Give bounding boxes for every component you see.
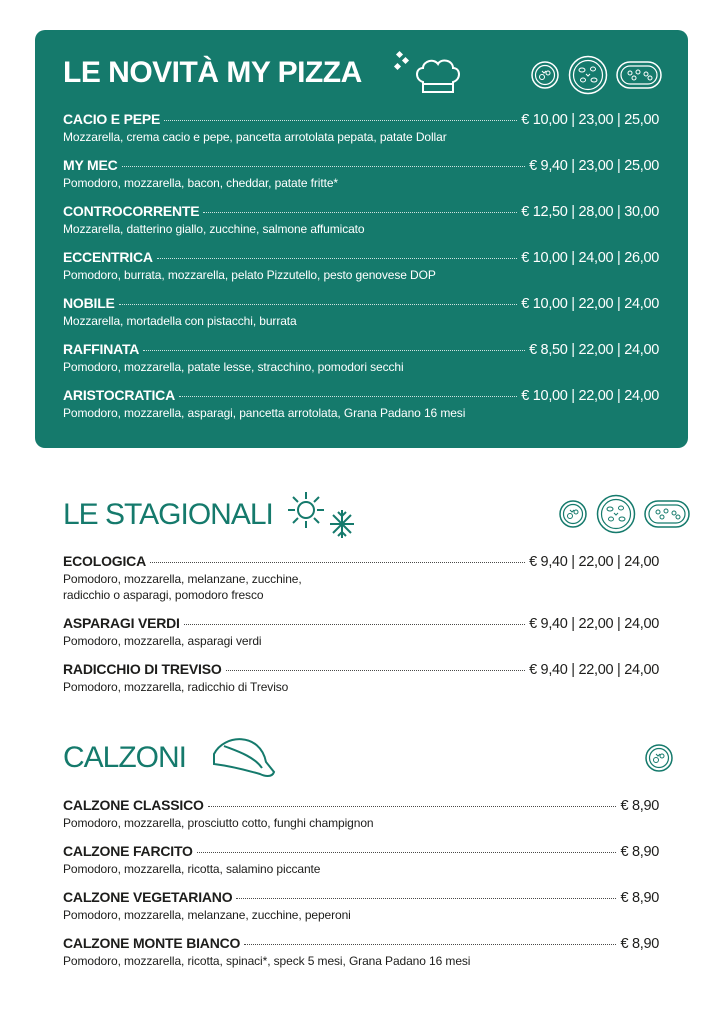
dot-leader bbox=[119, 304, 518, 305]
item-price: € 8,90 bbox=[620, 936, 659, 952]
item-price: € 8,90 bbox=[620, 844, 659, 860]
menu-item bbox=[63, 248, 659, 294]
menu-item bbox=[63, 294, 659, 340]
item-description: Mozzarella, crema cacio e pepe, pancetta arrotolata pepata, patate Dollar bbox=[63, 130, 447, 144]
item-name: CALZONE VEGETARIANO bbox=[63, 889, 233, 905]
item-description: Pomodoro, mozzarella, patate lesse, stracchino, pomodori secchi bbox=[63, 360, 404, 374]
item-description: Pomodoro, mozzarella, melanzane, zucchine, peperoni bbox=[63, 908, 351, 922]
dot-leader bbox=[157, 258, 518, 259]
item-price: € 9,40 | 22,00 | 24,00 bbox=[529, 616, 659, 632]
item-price: € 12,50 | 28,00 | 30,00 bbox=[521, 204, 659, 220]
item-description: Pomodoro, mozzarella, melanzane, zucchine, bbox=[63, 572, 302, 586]
item-name: CALZONE FARCITO bbox=[63, 843, 193, 859]
menu-item bbox=[63, 888, 659, 934]
item-description: Pomodoro, mozzarella, ricotta, salamino piccante bbox=[63, 862, 321, 876]
item-price: € 9,40 | 22,00 | 24,00 bbox=[529, 662, 659, 678]
section-title: CALZONI bbox=[63, 741, 187, 774]
item-description: Mozzarella, datterino giallo, zucchine, salmone affumicato bbox=[63, 222, 365, 236]
menu-item bbox=[63, 796, 659, 842]
dot-leader bbox=[236, 898, 616, 899]
item-name: ECOLOGICA bbox=[63, 553, 146, 569]
item-name: NOBILE bbox=[63, 295, 115, 311]
section-title: LE NOVITÀ MY PIZZA bbox=[63, 56, 362, 89]
pizza-tray-icon bbox=[644, 497, 690, 531]
dot-leader bbox=[179, 396, 517, 397]
item-price: € 9,40 | 22,00 | 24,00 bbox=[529, 554, 659, 570]
dot-leader bbox=[197, 852, 617, 853]
pizza-large-icon bbox=[568, 55, 608, 95]
menu-item bbox=[63, 842, 659, 888]
dot-leader bbox=[184, 624, 525, 625]
dot-leader bbox=[244, 944, 616, 945]
menu-item bbox=[63, 660, 659, 706]
item-name: ASPARAGI VERDI bbox=[63, 615, 180, 631]
pizza-small-icon bbox=[558, 499, 588, 529]
pizza-small-icon bbox=[530, 60, 560, 90]
menu-item bbox=[63, 614, 659, 660]
item-description: Mozzarella, mortadella con pistacchi, burrata bbox=[63, 314, 297, 328]
menu-item bbox=[63, 934, 659, 980]
item-description: Pomodoro, mozzarella, ricotta, spinaci*, speck 5 mesi, Grana Padano 16 mesi bbox=[63, 954, 471, 968]
menu-item bbox=[63, 340, 659, 386]
item-description: Pomodoro, mozzarella, radicchio di Treviso bbox=[63, 680, 289, 694]
item-name: RAFFINATA bbox=[63, 341, 140, 357]
dot-leader bbox=[203, 212, 517, 213]
item-name: CALZONE CLASSICO bbox=[63, 797, 204, 813]
item-description: Pomodoro, mozzarella, asparagi, pancetta arrotolata, Grana Padano 16 mesi bbox=[63, 406, 466, 420]
chef-hat-icon bbox=[393, 50, 463, 96]
pizza-tray-icon bbox=[616, 58, 662, 92]
item-name: RADICCHIO DI TREVISO bbox=[63, 661, 222, 677]
calzone-icon bbox=[210, 732, 278, 782]
item-price: € 8,90 bbox=[620, 798, 659, 814]
menu-item bbox=[63, 386, 659, 432]
item-name: CALZONE MONTE BIANCO bbox=[63, 935, 241, 951]
dot-leader bbox=[150, 562, 525, 563]
dot-leader bbox=[122, 166, 526, 167]
dot-leader bbox=[164, 120, 517, 121]
item-name: ECCENTRICA bbox=[63, 249, 153, 265]
pizza-large-icon bbox=[596, 494, 636, 534]
item-description: Pomodoro, mozzarella, asparagi verdi bbox=[63, 634, 262, 648]
item-description: Pomodoro, mozzarella, bacon, cheddar, patate fritte* bbox=[63, 176, 338, 190]
item-price: € 10,00 | 23,00 | 25,00 bbox=[521, 112, 659, 128]
novita-section bbox=[35, 30, 688, 448]
item-name: ARISTOCRATICA bbox=[63, 387, 175, 403]
menu-item bbox=[63, 202, 659, 248]
item-price: € 8,90 bbox=[620, 890, 659, 906]
sun-snowflake-icon bbox=[288, 490, 360, 540]
item-price: € 10,00 | 24,00 | 26,00 bbox=[521, 250, 659, 266]
menu-item bbox=[63, 156, 659, 202]
dot-leader bbox=[208, 806, 617, 807]
item-name: MY MEC bbox=[63, 157, 118, 173]
menu-list bbox=[63, 796, 659, 980]
item-price: € 9,40 | 23,00 | 25,00 bbox=[529, 158, 659, 174]
item-price: € 10,00 | 22,00 | 24,00 bbox=[521, 388, 659, 404]
pizza-small-icon bbox=[644, 743, 674, 773]
menu-list bbox=[63, 110, 659, 432]
menu-list bbox=[63, 552, 659, 706]
menu-item bbox=[63, 552, 659, 614]
item-name: CACIO E PEPE bbox=[63, 111, 161, 127]
section-title: LE STAGIONALI bbox=[63, 498, 273, 531]
item-price: € 10,00 | 22,00 | 24,00 bbox=[521, 296, 659, 312]
item-name: CONTROCORRENTE bbox=[63, 203, 200, 219]
dot-leader bbox=[226, 670, 525, 671]
item-description: radicchio o asparagi, pomodoro fresco bbox=[63, 588, 264, 602]
menu-item bbox=[63, 110, 659, 156]
item-price: € 8,50 | 22,00 | 24,00 bbox=[529, 342, 659, 358]
item-description: Pomodoro, burrata, mozzarella, pelato Pizzutello, pesto genovese DOP bbox=[63, 268, 436, 282]
item-description: Pomodoro, mozzarella, prosciutto cotto, funghi champignon bbox=[63, 816, 374, 830]
dot-leader bbox=[143, 350, 525, 351]
